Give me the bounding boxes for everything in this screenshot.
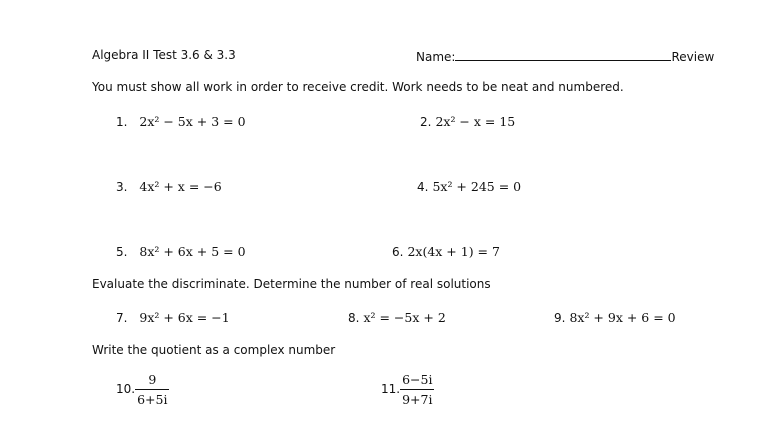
problem-1-lhs: 2x² − 5x + 3 — [139, 114, 220, 129]
problem-10-numerator: 9 — [135, 372, 169, 390]
problem-10-denominator: 6+5i — [137, 392, 168, 407]
problem-6-rhs: 7 — [492, 244, 500, 259]
problem-11-numerator: 6−5i — [400, 372, 434, 390]
problem-8-lhs: x² — [363, 310, 376, 325]
problem-5: 5. 8x² + 6x + 5 = 0 — [116, 244, 246, 259]
problem-5-lhs: 8x² + 6x + 5 — [139, 244, 220, 259]
section-discriminant-title: Evaluate the discriminate. Determine the number of real solutions — [92, 277, 491, 291]
problem-7-lhs: 9x² + 6x — [139, 310, 193, 325]
problem-6-number: 6. — [392, 245, 404, 259]
problem-5-number: 5. — [116, 245, 128, 259]
problem-10-fraction — [135, 372, 169, 407]
problem-11 — [381, 372, 434, 407]
instructions: You must show all work in order to receive credit. Work needs to be neat and numbered. — [92, 80, 624, 94]
problem-7-rhs: −1 — [211, 310, 230, 325]
problem-5-rhs: 0 — [237, 244, 246, 259]
problem-6-lhs: 2x(4x + 1) — [407, 244, 474, 259]
problem-4: 4. 5x² + 245 = 0 — [417, 179, 522, 194]
problem-2-number: 2. — [420, 115, 432, 129]
problem-3-rhs: −6 — [203, 179, 222, 194]
problem-7: 7. 9x² + 6x = −1 — [116, 310, 230, 325]
problem-8-rhs: −5x + 2 — [393, 310, 446, 325]
problem-9-number: 9. — [554, 311, 566, 325]
problem-1: 1. 2x² − 5x + 3 = 0 — [116, 114, 246, 129]
problem-11-fraction — [400, 372, 434, 407]
name-blank-line[interactable] — [455, 48, 671, 61]
problem-4-lhs: 5x² + 245 — [432, 179, 495, 194]
problem-11-denominator: 9+7i — [402, 392, 433, 407]
problem-10 — [116, 372, 169, 407]
problem-1-number: 1. — [116, 115, 128, 129]
problem-3-lhs: 4x² + x — [139, 179, 185, 194]
problem-8: 8. x² = −5x + 2 — [348, 310, 446, 325]
problem-2-rhs: 15 — [499, 114, 516, 129]
problem-10-number: 10. — [116, 382, 136, 396]
problem-9-lhs: 8x² + 9x + 6 — [569, 310, 650, 325]
name-field[interactable] — [416, 48, 714, 64]
problem-3: 3. 4x² + x = −6 — [116, 179, 222, 194]
review-label: Review — [671, 50, 715, 64]
problem-4-rhs: 0 — [513, 179, 522, 194]
problem-2-lhs: 2x² − x — [435, 114, 481, 129]
section-complex-title: Write the quotient as a complex number — [92, 343, 336, 357]
problem-4-number: 4. — [417, 180, 429, 194]
problem-7-number: 7. — [116, 311, 128, 325]
test-title: Algebra II Test 3.6 & 3.3 — [92, 48, 236, 62]
problem-9-rhs: 0 — [667, 310, 676, 325]
problem-1-rhs: 0 — [237, 114, 246, 129]
problem-2: 2. 2x² − x = 15 — [420, 114, 516, 129]
problem-6: 6. 2x(4x + 1) = 7 — [392, 244, 500, 259]
problem-8-number: 8. — [348, 311, 360, 325]
problem-11-number: 11. — [381, 382, 401, 396]
problem-3-number: 3. — [116, 180, 128, 194]
name-label: Name: — [416, 50, 456, 64]
problem-9: 9. 8x² + 9x + 6 = 0 — [554, 310, 676, 325]
